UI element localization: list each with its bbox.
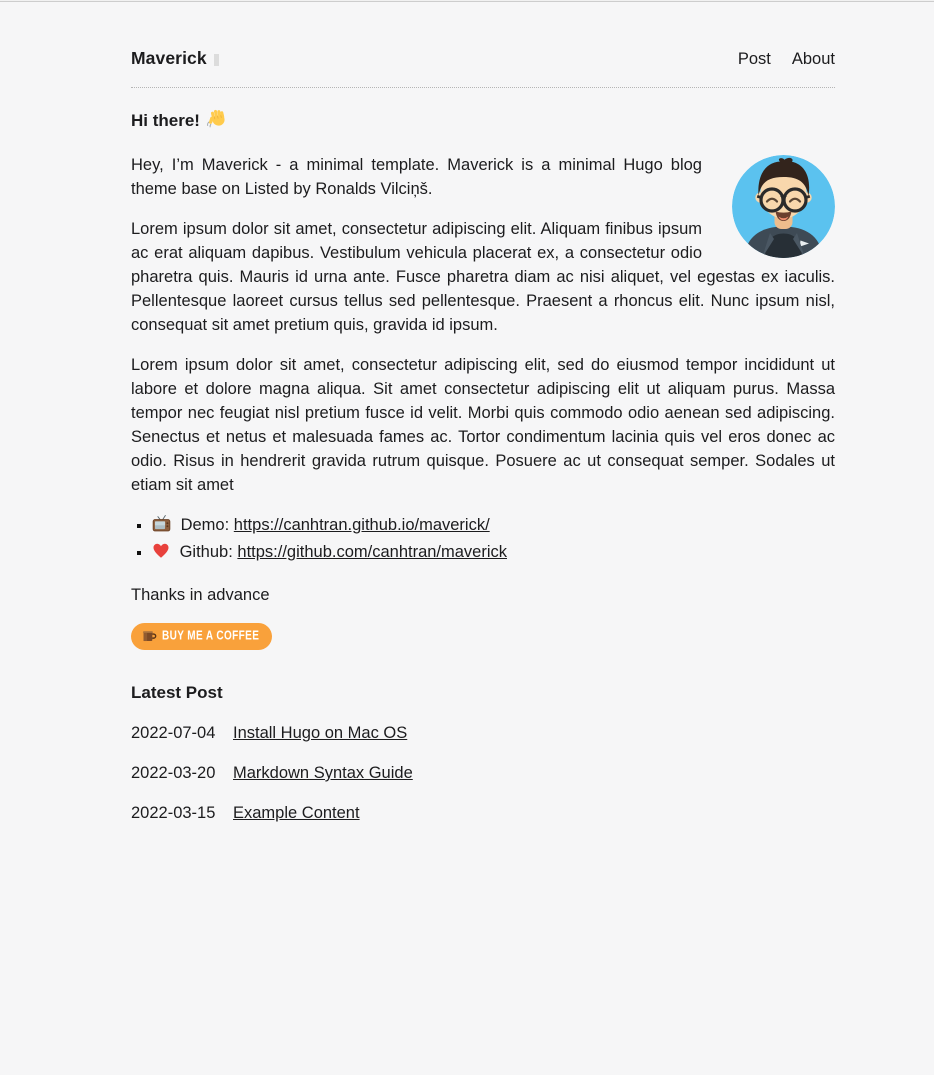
post-row [131,801,835,825]
site-title[interactable] [131,48,219,69]
greeting-heading [131,108,835,134]
heart-icon [152,546,175,564]
cursor-block-icon [214,54,219,66]
site-title-text: Maverick [131,48,207,68]
link-list [131,513,835,567]
avatar [732,155,835,258]
list-item [152,513,835,540]
nav-item-post[interactable]: Post [737,50,771,68]
nav-item-about[interactable]: About [791,50,835,68]
lorem-paragraph-2: Lorem ipsum dolor sit amet, consectetur adipiscing elit, sed do eiusmod tempor incididunt ut labore et dolore magna aliqua. Sit amet consectetur adipiscing elit ut aliquam purus. Massa tempor nec feugiat nisl pretium fusce id velit. Morbi quis commodo odio aenean sed adipiscing. Senectus et netus et malesuada fames ac. Tortor condimentum lacinia quis vel eros donec ac odio. Risus in hendrerit gravida rutrum quisque. Posuere ac ut consequat semper. Sodales ut etiam sit amet [131,356,835,494]
post-row [131,721,835,745]
main-content [131,88,835,825]
post-date: 2022-03-15 [131,804,216,822]
demo-link[interactable]: https://canhtran.github.io/maverick/ [233,516,490,534]
post-link[interactable]: Example Content [233,804,360,822]
post-date: 2022-07-04 [131,724,216,742]
post-row [131,761,835,785]
post-link[interactable]: Markdown Syntax Guide [233,764,413,782]
page-container [131,2,835,825]
buy-me-a-coffee-label: BUY ME A COFFEE [162,629,260,644]
intro-paragraph: Hey, I’m Maverick - a minimal template. Maverick is a minimal Hugo blog theme base on Listed by Ronalds Vilciņš. [131,156,702,198]
link-label: Demo: [180,516,230,534]
github-link[interactable]: https://github.com/canhtran/maverick [237,543,508,561]
latest-post-heading: Latest Post [131,683,223,702]
tv-icon [152,519,176,537]
coffee-mug-icon [140,628,157,645]
buy-me-a-coffee-button[interactable] [131,623,272,650]
link-label: Github: [179,543,233,561]
wave-icon [206,108,227,134]
list-item [152,540,835,567]
site-header [131,48,835,88]
post-link[interactable]: Install Hugo on Mac OS [233,724,408,742]
main-nav [738,50,835,69]
lorem-paragraph-1: Lorem ipsum dolor sit amet, consectetur adipiscing elit. Aliquam finibus ipsum ac erat aliquam dapibus. Vestibulum vehicula placerat ex, a consectetur odio pharetra quis. Mauris id urna ante. Fusce pharetra diam ac nisi aliquet, vel egestas ex iaculis. Pellentesque laoreet cursus tellus sed pellentesque. Praesent a rhoncus elit. Nunc ipsum nisl, consequat sit amet pretium quis, gravida id ipsum. [131,220,835,334]
greeting-text: Hi there! [131,111,200,130]
post-date: 2022-03-20 [131,764,216,782]
thanks-text: Thanks in advance [131,586,270,604]
